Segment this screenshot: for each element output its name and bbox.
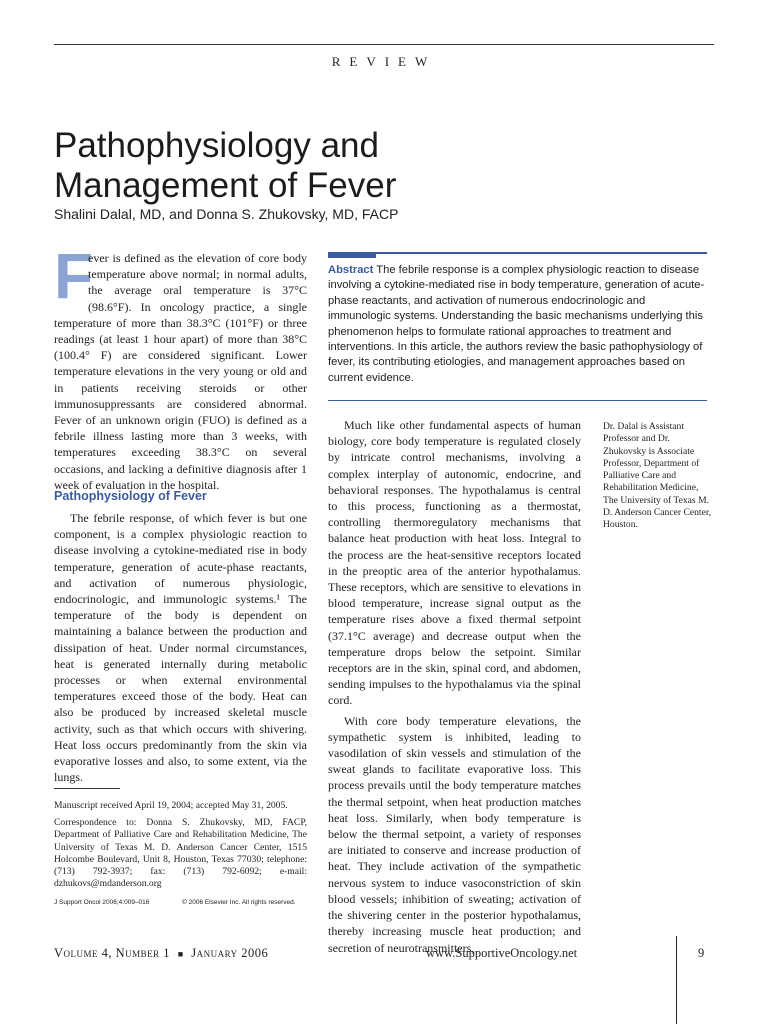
page-number: 9 — [698, 946, 705, 960]
received-note: Manuscript received April 19, 2004; accepted May 31, 2005. — [54, 800, 288, 811]
title-line-2: Management of Fever — [54, 166, 397, 205]
column2-body — [328, 417, 581, 956]
correspondence-note: Correspondence to: Donna S. Zhukovsky, MD, FACP, Department of Palliative Care and Rehabilitation Medicine, The University of Texas M. D. Anderson Cancer Center, 1515 Holcombe Boulevard, Unit 8, Houston, Texas 77030; telephone: (713) 792-3937; fax: (713) 792-6092; e-mail: dzhukovs@mdanderson.org — [54, 817, 307, 890]
abstract-label: Abstract — [328, 264, 374, 276]
column2-paragraph-2: With core body temperature elevations, the sympathetic system is inhibited, leading to vasodilation of skin vessels and stimulation of the sweat glands to facilitate evaporative loss. This process prevails until the body temperature matches the thermal setpoint, when heat production matches heat loss. Similarly, when body temperature is below the thermal setpoint, a variety of responses are initiated to conserve and increase production of heat. They include activation of the sympathetic nervous system to induce vasoconstriction of skin blood vessels; inhibition of sweating; activation of the shivering center in the posterior hypothalamus, thereby increasing muscle heat production; and secretion of neurotransmitters, — [328, 713, 581, 955]
separator-square: ■ — [177, 949, 184, 959]
footnote-rule — [54, 788, 120, 789]
abstract-text: The febrile response is a complex physiologic reaction to disease involving a cytokine-mediated rise in body temperature, generation of acute-phase reactants, and activation of numerous endocrinologic and immunologic systems. Understanding the basic mechanisms underlying this phenomenon helps to formulate rational approaches to treatment and interventions. In this article, the authors review the basic pathophysiology of fever, its contributing etiologies, and management approaches based on current evidence. — [328, 264, 705, 384]
abstract-top-rule — [328, 252, 707, 254]
footnotes — [54, 800, 307, 890]
journal-website: www.SupportiveOncology.net — [426, 946, 578, 960]
abstract — [328, 263, 707, 386]
issue-date: January 2006 — [191, 946, 269, 960]
intro-text: ever is defined as the elevation of core body temperature above normal; in normal adults, the average oral temperature is 37°C (98.6°F). In oncology practice, a single temperature of more than 38.3°C (101°F) or three readings (at least 1 hour apart) of more than 38°C (100.4° F) are considered significant. Lower temperature elevations in the very young or old and in patients receiving steroids or other immunosuppressants are considered abnormal. Fever of an unknown origin (FUO) is defined as a febrile illness lasting more than 3 weeks, with temperatures exceeding 38.3°C on several occasions, and lacking a definitive diagnosis after 1 week of evaluation in the hospital. — [54, 251, 307, 492]
copyright: © 2006 Elsevier Inc. All rights reserved. — [182, 899, 296, 906]
abstract-accent-bar — [328, 252, 376, 258]
intro-paragraph — [54, 240, 307, 493]
title-line-1: Pathophysiology and — [54, 126, 379, 165]
abstract-bottom-rule — [328, 400, 707, 401]
article-title — [54, 126, 654, 206]
author-affiliation-note: Dr. Dalal is Assistant Professor and Dr. Zhukovsky is Associate Professor, Department of Palliative Care and Rehabilitation Medicine, The University of Texas M. D. Anderson Cancer Center, Houston. — [603, 421, 712, 531]
journal-issue — [54, 946, 268, 961]
section-heading: Pathophysiology of Fever — [54, 489, 207, 503]
section1-paragraph: The febrile response, of which fever is but one component, is a complex physiologic reaction to disease involving a cytokine-mediated rise in body temperature, generation of acute-phase reactants, and activation of numerous physiologic, endocrinologic, and immunologic systems.¹ The temperature of the body is dependent on maintaining a balance between the production and dissipation of heat. Under normal circumstances, heat is generated internally during metabolic processes or when external environmental temperatures exceed those of the body. Heat can also be produced by increased skeletal muscle activity, such as that which occurs with shivering. Heat loss occurs predominantly from the skin via evaporative losses and also, to some extent, via the lungs. — [54, 511, 307, 785]
drop-cap: F — [54, 240, 94, 312]
header-rule — [54, 44, 714, 45]
authors: Shalini Dalal, MD, and Donna S. Zhukovsky, MD, FACP — [54, 206, 399, 222]
footer-divider — [676, 936, 677, 1024]
citation: J Support Oncol 2006;4:009–016 — [54, 899, 150, 906]
section1-body — [54, 510, 307, 785]
column2-paragraph-1: Much like other fundamental aspects of human biology, core body temperature is regulated closely by intricate control mechanisms, involving a complex interplay of autonomic, endocrine, and behavioral responses. The hypothalamus is central to this process, functioning as a thermostat, controlling thermoregulatory mechanisms that balance heat production with heat loss. Integral to the process are the heat-sensitive receptors located in the preoptic area of the anterior hypothalamus. These receptors, which are sensitive to elevations in blood temperature, increase signal output as the temperature rises above a fixed thermal setpoint (37.1°C average) and decrease output when the temperature drops below the setpoint. Similar receptors are in the skin, spinal cord, and abdomen, sending impulses to the hypothalamus via the spinal cord. — [328, 418, 581, 708]
volume-number: Volume 4, Number 1 — [54, 946, 171, 960]
section-label: REVIEW — [331, 54, 437, 69]
